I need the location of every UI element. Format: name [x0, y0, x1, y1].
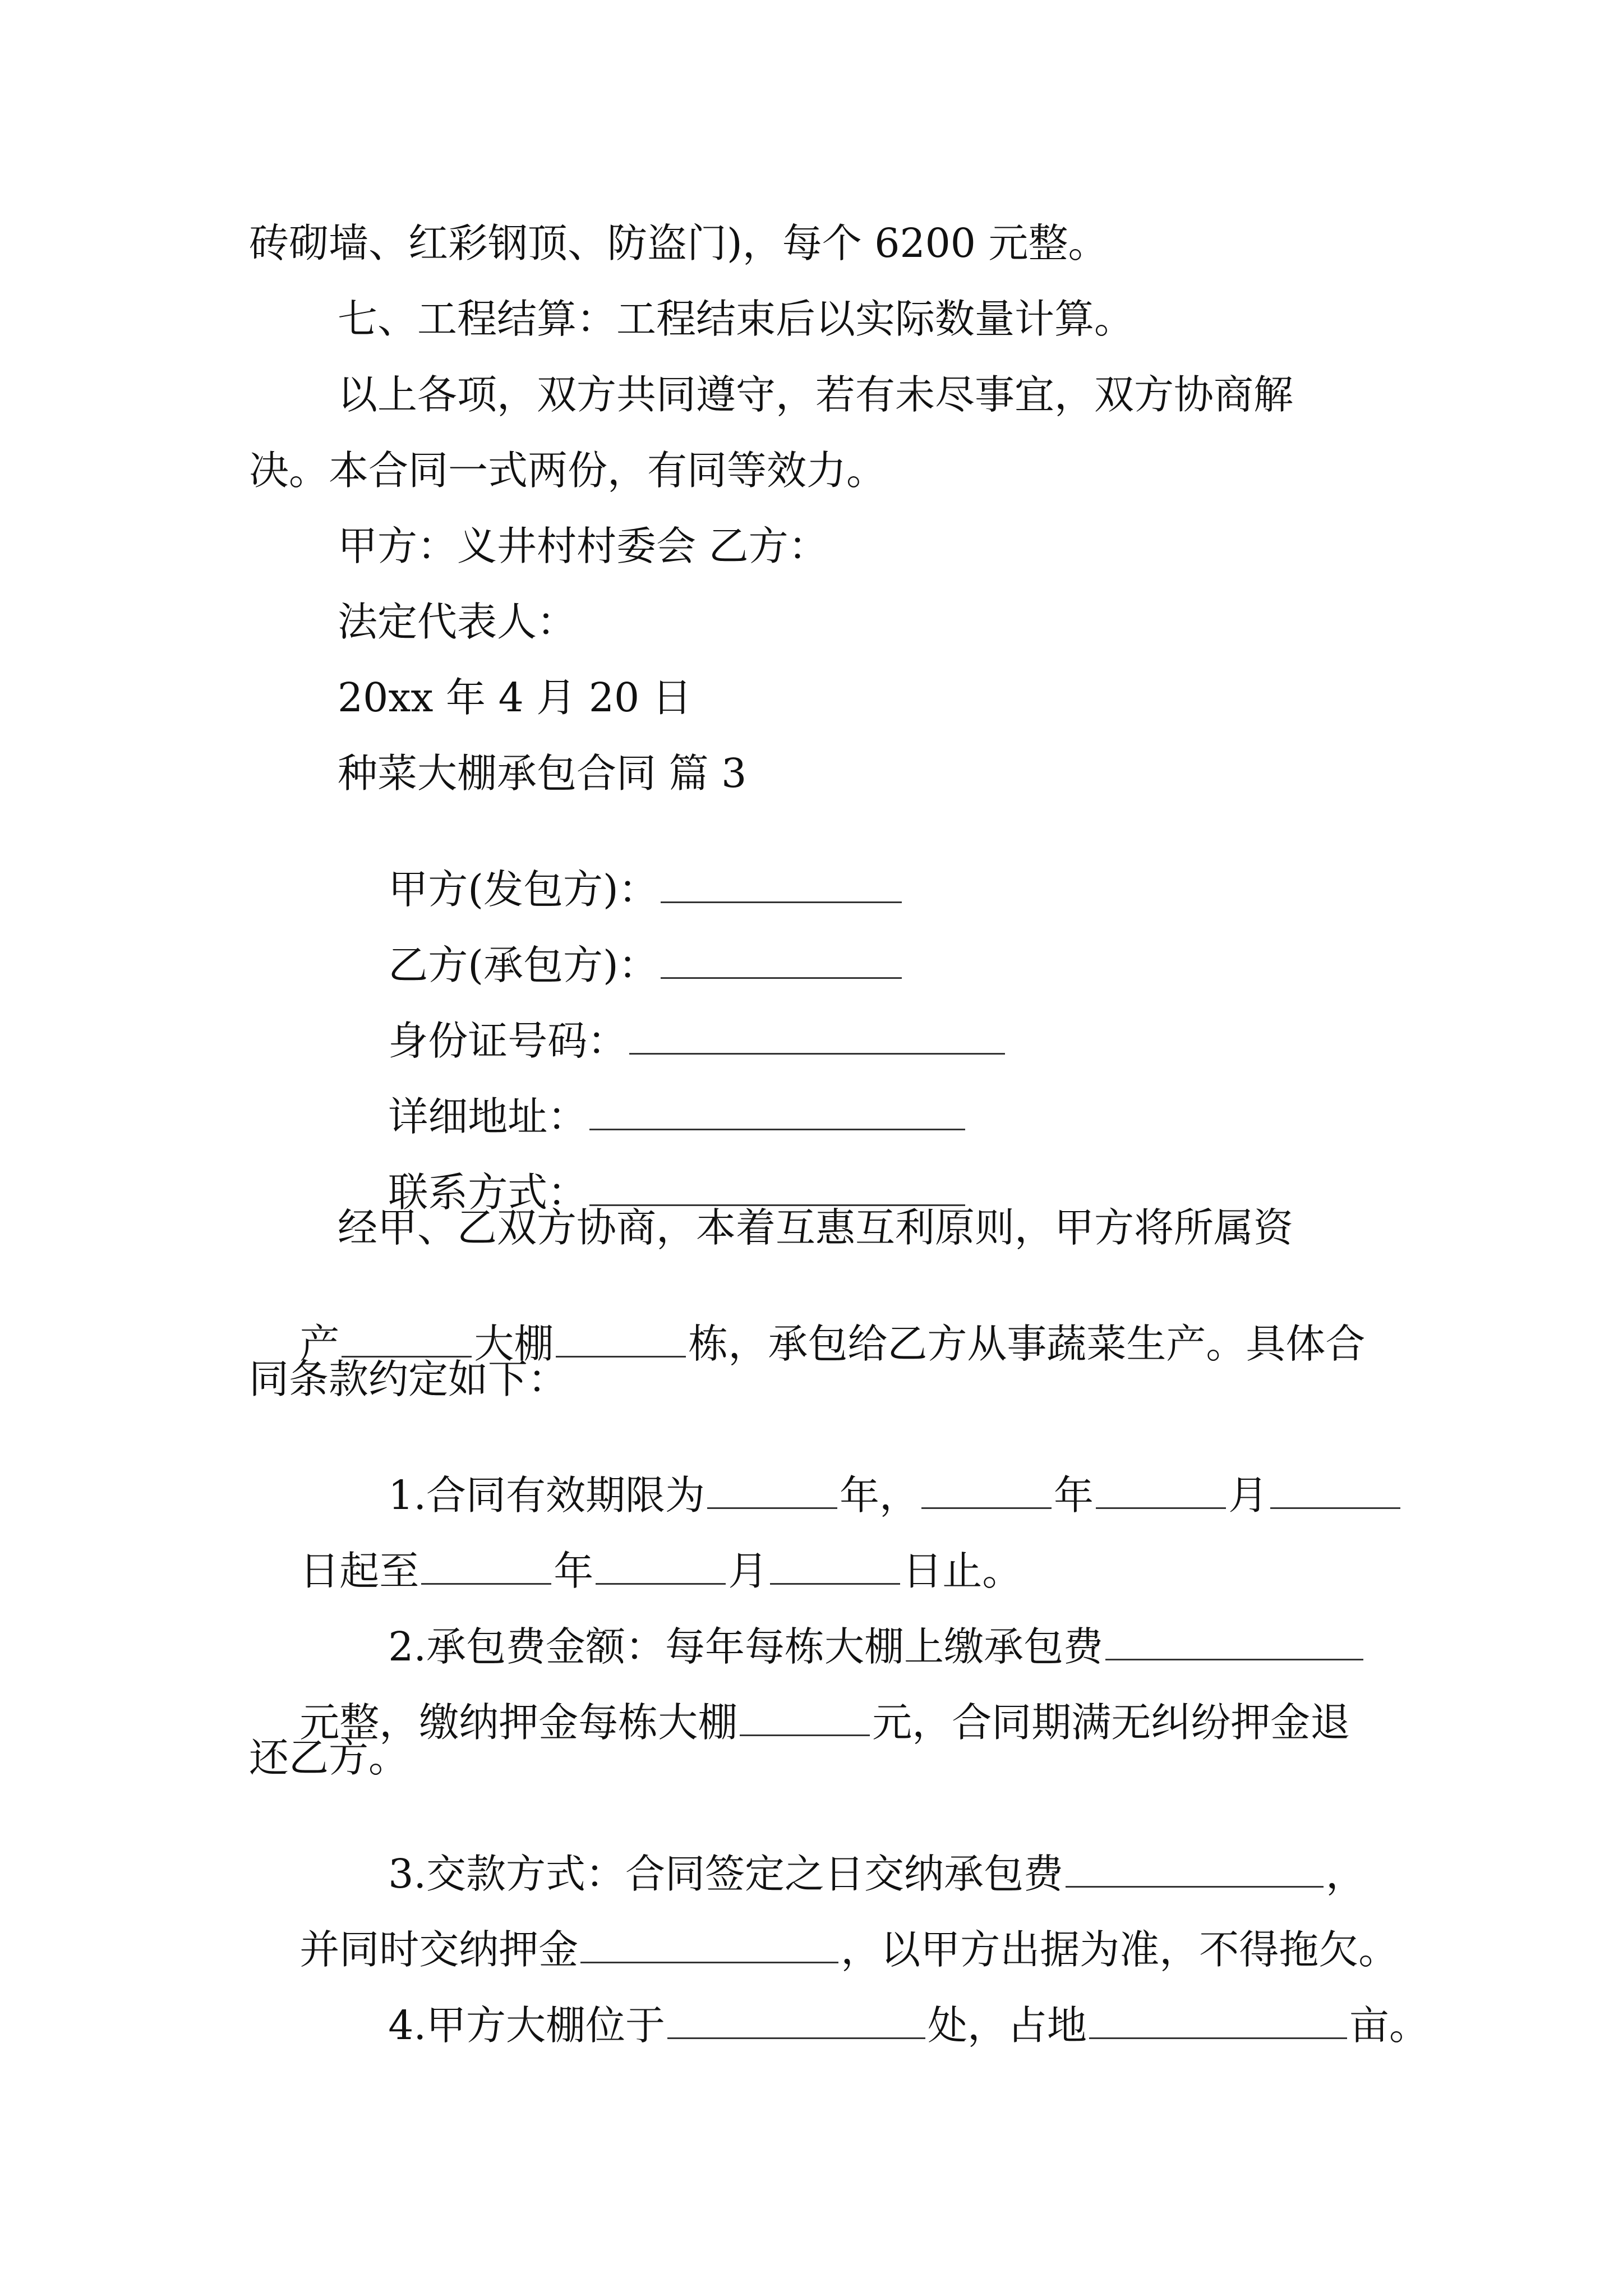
fill-blank[interactable] [770, 1550, 900, 1585]
text-segment: 日止。 [902, 1548, 1022, 1595]
fill-blank[interactable] [589, 1172, 965, 1206]
fill-blank[interactable] [667, 2005, 925, 2039]
fill-blank[interactable] [589, 1096, 965, 1130]
fill-blank[interactable] [596, 1550, 726, 1585]
fill-blank[interactable] [707, 1475, 837, 1509]
legal-representative-line: 法定代表人： [338, 599, 577, 645]
fill-blank[interactable] [661, 869, 902, 903]
text-segment: 处，占地 [928, 2002, 1087, 2049]
fill-blank[interactable] [342, 1323, 472, 1358]
fill-blank[interactable] [629, 1020, 1005, 1055]
fill-blank[interactable] [580, 1929, 838, 1963]
text-segment: 日起至 [299, 1548, 419, 1595]
text-segment: ， [1326, 1851, 1366, 1898]
text-segment: 并同时交纳押金 [299, 1926, 579, 1973]
text-segment: 年 [554, 1548, 594, 1595]
paragraph-line: 同条款约定如下： [249, 1356, 568, 1402]
paragraph-line: 经甲、乙双方协商，本着互惠互利原则，甲方将所属资 [338, 1204, 1294, 1251]
section-heading: 种菜大棚承包合同 篇 3 [338, 750, 747, 797]
text-segment: 年， [840, 1472, 920, 1519]
date-line: 20xx 年 4 月 20 日 [338, 674, 692, 721]
paragraph-line [249, 1662, 1350, 1782]
fill-blank[interactable] [740, 1702, 870, 1736]
text-segment: 月 [728, 1548, 768, 1595]
fill-blank[interactable] [1066, 1853, 1324, 1888]
paragraph-line: 七、工程结算：工程结束后以实际数量计算。 [338, 296, 1135, 342]
fill-blank[interactable] [421, 1550, 551, 1585]
paragraph-line: 还乙方。 [249, 1734, 409, 1781]
fill-blank[interactable] [556, 1323, 686, 1358]
signature-parties-line: 甲方：义井村村委会 乙方： [338, 523, 828, 569]
text-segment: 2.承包费金额：每年每栋大棚上缴承包费 [388, 1623, 1104, 1671]
field-label: 身份证号码： [388, 1018, 628, 1065]
text-segment: 1.合同有效期限为 [388, 1472, 706, 1519]
fill-blank[interactable] [1270, 1475, 1400, 1509]
paragraph-line: 砖砌墙、红彩钢顶、防盗门)，每个 6200 元整。 [249, 220, 1108, 266]
text-segment: ，以甲方出据为准，不得拖欠。 [841, 1926, 1399, 1973]
field-label: 甲方(发包方)： [388, 866, 658, 913]
text-segment: 年 [1054, 1472, 1094, 1519]
fill-blank[interactable] [1096, 1475, 1226, 1509]
text-segment: 4.甲方大棚位于 [388, 2002, 666, 2049]
text-segment: 亩。 [1349, 2002, 1430, 2049]
fill-blank[interactable] [1105, 1626, 1363, 1660]
text-segment: 大棚 [474, 1320, 554, 1368]
fill-blank[interactable] [921, 1475, 1052, 1509]
field-label: 乙方(承包方)： [388, 942, 658, 989]
fill-blank[interactable] [1089, 2005, 1347, 2039]
field-label: 联系方式： [388, 1169, 588, 1216]
text-segment: 元，合同期满无纠纷押金退 [872, 1699, 1350, 1746]
text-segment: 栋，承包给乙方从事蔬菜生产。具体合 [688, 1320, 1366, 1368]
text-segment: 产 [299, 1320, 340, 1368]
text-segment: 月 [1228, 1472, 1269, 1519]
paragraph-line: 以上各项，双方共同遵守，若有未尽事宜，双方协商解 [338, 371, 1294, 418]
text-segment: 元整，缴纳押金每栋大棚 [299, 1699, 738, 1746]
text-segment: 3.交款方式：合同签定之日交纳承包费 [388, 1851, 1064, 1898]
paragraph-line: 决。本合同一式两份，有同等效力。 [249, 447, 887, 494]
fill-blank[interactable] [661, 945, 902, 979]
paragraph-line [338, 1965, 1429, 2085]
field-label: 详细地址： [388, 1093, 588, 1140]
